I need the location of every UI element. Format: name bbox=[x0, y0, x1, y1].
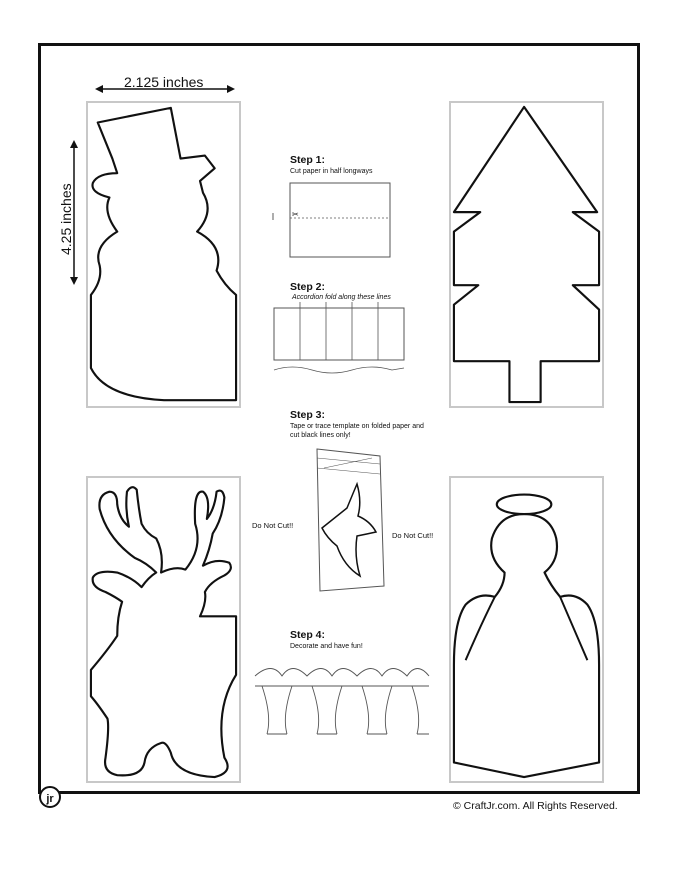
snowman-template-panel bbox=[86, 101, 241, 408]
snowman-outline bbox=[88, 103, 239, 406]
height-label: 4.25 inches bbox=[58, 183, 74, 255]
step-2-title: Step 2: bbox=[290, 281, 326, 293]
do-not-cut-right-label: Do Not Cut!! bbox=[392, 531, 434, 540]
step-1-diagram bbox=[270, 180, 400, 260]
reindeer-template-panel bbox=[86, 476, 241, 783]
step-4-reindeer-chain bbox=[252, 656, 432, 736]
step-3-desc: Tape or trace template on folded paper and cut black lines only! bbox=[290, 423, 424, 439]
step-1-title: Step 1: bbox=[290, 154, 326, 166]
width-label: 2.125 inches bbox=[124, 74, 204, 90]
angel-template-panel bbox=[449, 476, 604, 783]
angel-outline bbox=[451, 478, 602, 781]
step-1-desc: Cut paper in half longways bbox=[290, 168, 373, 175]
step-4-title: Step 4: bbox=[290, 629, 326, 641]
tree-template-panel bbox=[449, 101, 604, 408]
step-3-title: Step 3: bbox=[290, 409, 326, 421]
step-4-desc: Decorate and have fun! bbox=[290, 643, 363, 650]
do-not-cut-left-label: Do Not Cut!! bbox=[252, 521, 294, 530]
tree-outline bbox=[451, 103, 602, 406]
step-2-diagram bbox=[272, 302, 407, 377]
copyright-text: © CraftJr.com. All Rights Reserved. bbox=[453, 800, 618, 812]
svg-text:✂: ✂ bbox=[292, 210, 299, 219]
step-3-diagram bbox=[312, 446, 392, 596]
step-2-desc: Accordion fold along these lines bbox=[292, 294, 391, 301]
jr-logo: jr bbox=[39, 786, 61, 808]
reindeer-outline bbox=[88, 478, 239, 781]
